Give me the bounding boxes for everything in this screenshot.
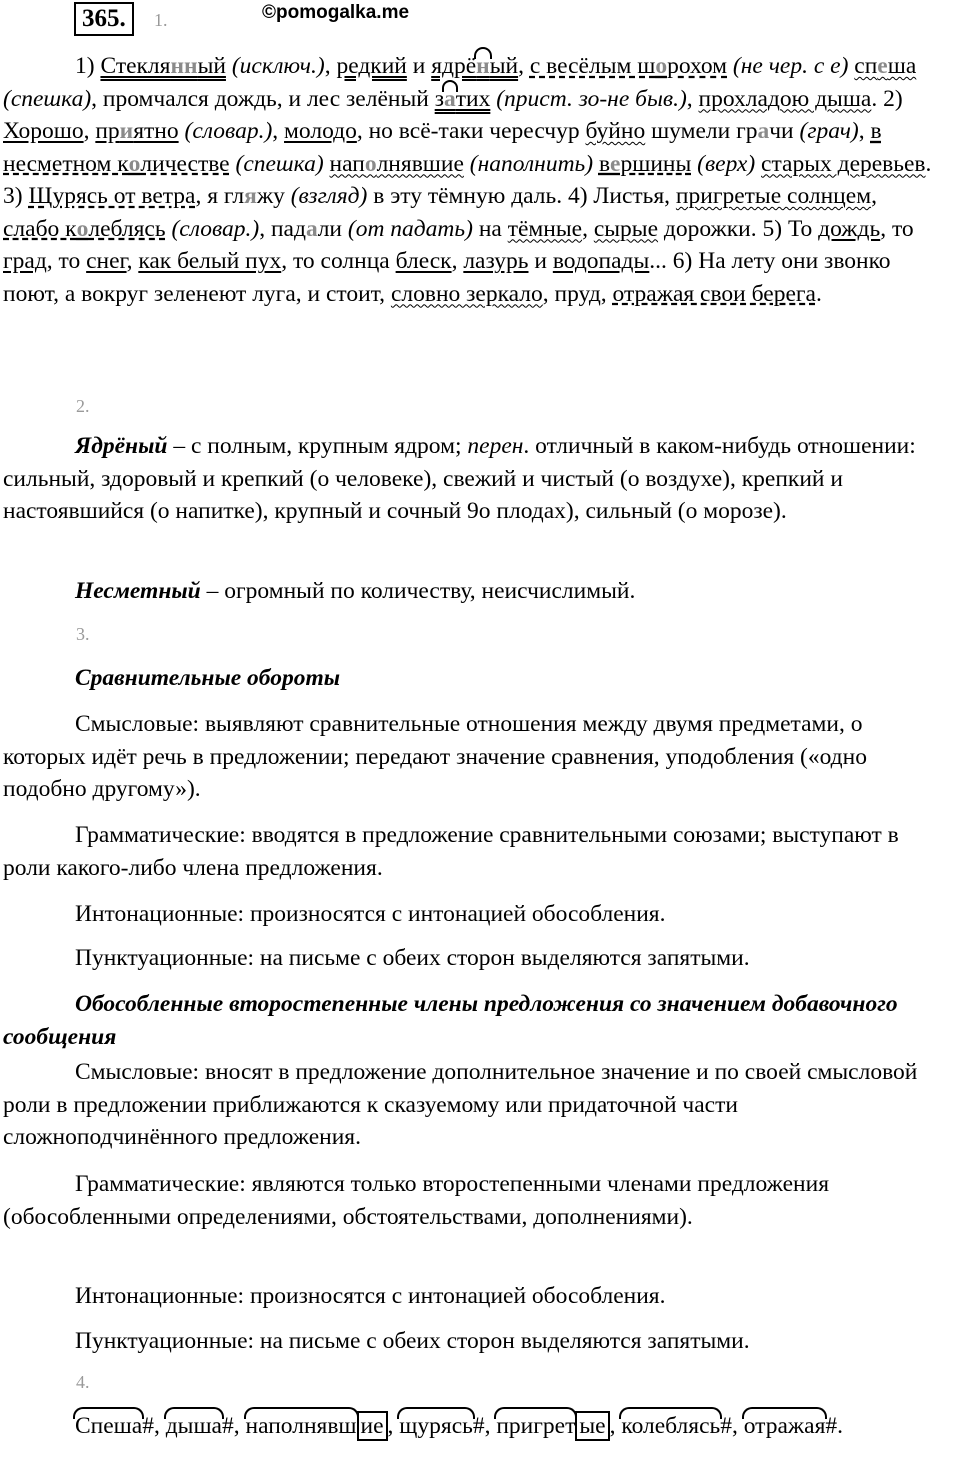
phrase-v-nesmetnom: в несметном количестве	[3, 118, 882, 177]
word-shchuryas-analysis: щурясь	[399, 1413, 473, 1439]
word-zatih: затих	[434, 85, 491, 112]
section4-label: 4.	[76, 1372, 90, 1392]
paragraph-grammaticheskie-1: Грамматические: вводятся в предложение сравнительными союзами; выступают в роли какого-либо члена предложения.	[3, 822, 899, 881]
ending-box: ие	[357, 1411, 388, 1441]
word-vershiny: вершины	[598, 150, 692, 177]
word-spesha: спеша	[854, 53, 917, 79]
paragraph-intonacionnye-1: Интонационные: произносятся с интонацией обособления.	[75, 901, 666, 927]
phrase-s-veselym: с весёлым шорохом	[529, 53, 728, 79]
ending-box: ые	[575, 1411, 609, 1441]
word-steklyannyy: Стеклянный	[100, 53, 226, 79]
word-spesha-analysis: Спеша	[75, 1413, 143, 1439]
section2-label: 2.	[76, 396, 90, 416]
paragraph-intonacionnye-2: Интонационные: произносятся с интонацией обособления.	[75, 1283, 666, 1309]
paragraph-punktuacionnye-1: Пунктуационные: на письме с обеих сторон выделяются запятыми.	[75, 945, 750, 971]
section4-words: Спеша#, дыша#, наполнявш ие , щурясь#, пригрет ые , колеблясь#, отражая#.	[75, 1413, 844, 1439]
paragraph-smyslovye-1: Смысловые: выявляют сравнительные отношения между двумя предметами, о которых идёт речь в предложении; передают значение сравнения, уподобления («одно подобно другому»).	[3, 711, 867, 802]
paragraph-punktuacionnye-2: Пунктуационные: на письме с обеих сторон выделяются запятыми.	[75, 1328, 750, 1354]
heading-comparative: Сравнительные обороты	[75, 665, 341, 691]
section3-label: 3.	[76, 624, 90, 644]
definition-nesmetnyy: Несметный – огромный по количеству, неисчислимый.	[75, 578, 636, 604]
phrase-slabo-koleblyas: слабо колеблясь	[3, 215, 166, 242]
paragraph-smyslovye-2: Смысловые: вносят в предложение дополнительное значение и по своей смысловой роли в предложении приближаются к сказуемому или придаточной части сложноподчинённого предложения.	[3, 1059, 918, 1150]
definition-yadrenyy: Ядрёный – с полным, крупным ядром; перен. отличный в каком-нибудь отношении: сильный, здоровый и крепкий (о человеке), свежий и чистый (о воздухе), крепкий и настоявшийся (о напитке), крупный и сочный 9о плодах), сильный (о морозе).	[3, 433, 916, 524]
word-prigretye-analysis: пригрет	[496, 1413, 576, 1439]
word-napolnyavshie-analysis: наполнявш	[245, 1413, 357, 1439]
part-label: 1.	[154, 10, 168, 30]
brand-watermark[interactable]: ©pomogalka.me	[262, 2, 410, 23]
exercise-number: 365.	[74, 2, 134, 36]
word-priyatno: приятно	[95, 118, 179, 144]
word-otrazhaya-analysis: отражая	[743, 1413, 826, 1439]
paragraph-grammaticheskie-2: Грамматические: являются только второстепенными членами предложения (обособленными определениями, обстоятельствами, дополнениями).	[3, 1171, 829, 1230]
section1-paragraph: 1) Стеклянный (исключ.), редкий и ядрёный, с весёлым шорохом (не чер. с е) спеша (спешка), промчался дождь, и лес зелёный затих (прист. зо-не быв.), прохладою дыша. 2) Хорошо, приятно (словар.), молодо, но всё-таки чересчур буйно шумели грачи (грач), в несметном количестве (спешка) наполнявшие (наполнить) вершины (верх) старых деревьев. 3) Щурясь от ветра, я гляжу (взгляд) в эту тёмную даль. 4) Листья, пригретые солнцем, слабо колеблясь (словар.), падали (от падать) на тёмные, сырые дорожки. 5) То дождь, то град, то снег, как белый пух, то солнца блеск, лазурь и водопады... 6) На лету они звонко поют, а вокруг зеленеют луга, и стоит, словно зеркало, пруд, отражая свои берега.	[3, 53, 932, 307]
heading-isolated-members: Обособленные второстепенные члены предложения со значением добавочного сообщения	[3, 991, 898, 1050]
word-dysha-analysis: дыша	[165, 1413, 222, 1439]
word-napolnyavshie: наполнявшие	[329, 150, 464, 177]
word-koleblyas-analysis: колеблясь	[621, 1413, 721, 1439]
word-yadrenyy: ядрёный	[431, 53, 519, 79]
